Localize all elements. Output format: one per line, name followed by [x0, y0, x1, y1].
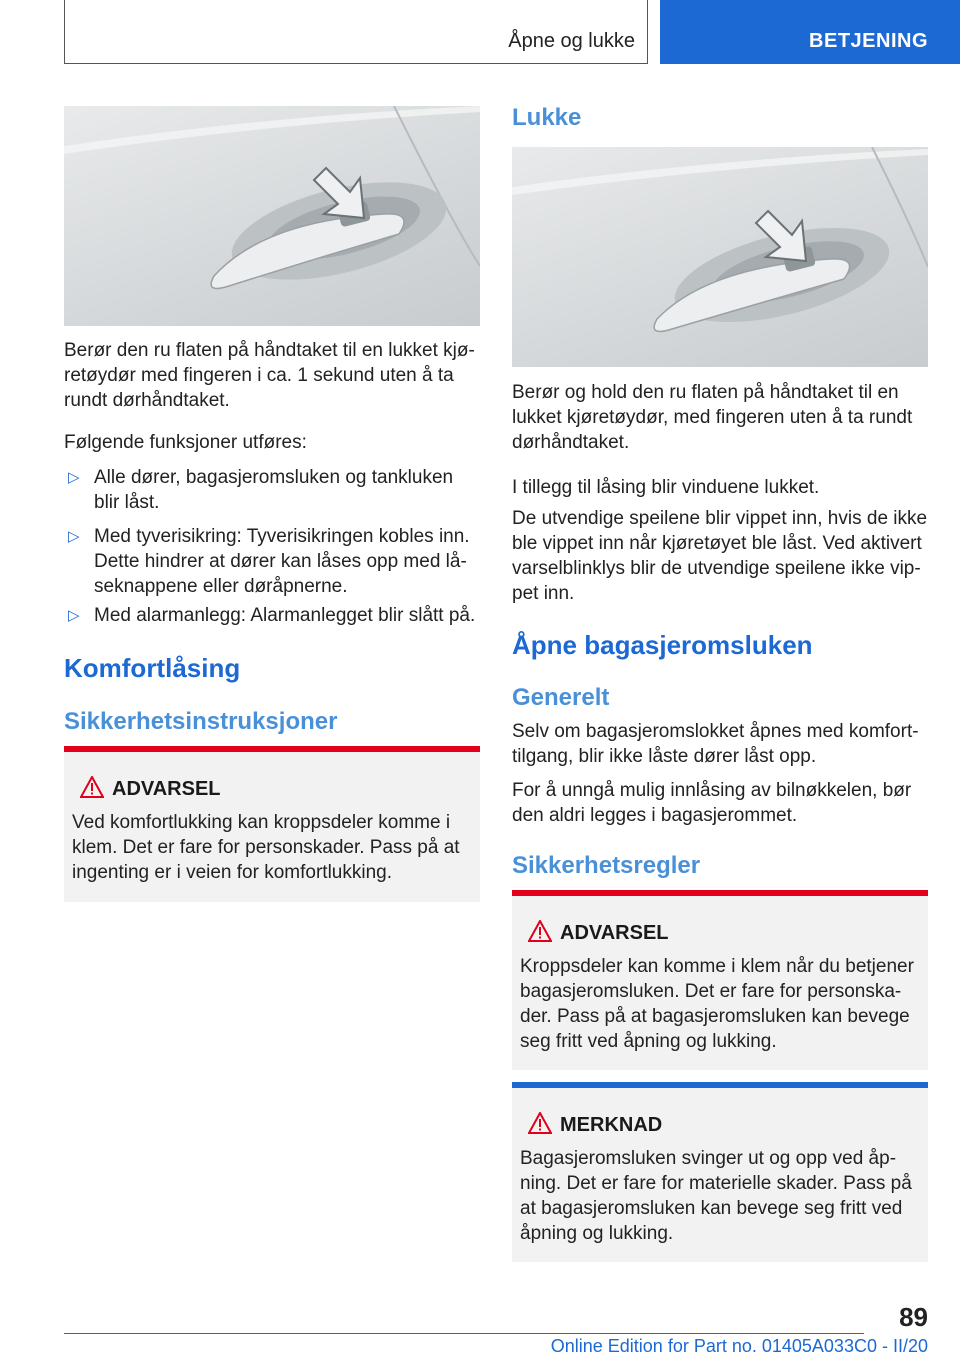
general-text-2: For å unngå mulig innlåsing av bilnøkkelen, bør den aldri legges i bagasjerommet.	[512, 780, 912, 826]
heading-komfortlasing: Komfortlåsing	[64, 653, 241, 683]
functions-intro: Følgende funksjoner utføres:	[64, 432, 307, 453]
warning-triangle-icon	[528, 920, 552, 947]
heading-lukke: Lukke	[512, 104, 582, 131]
warning-triangle-icon	[80, 776, 104, 803]
header-chapter-tab: BETJENING	[660, 0, 960, 64]
hold-caption: Berør og hold den ru flaten på håndtaket til en lukket kjøretøydør, med fingeren uten å ta rundt dørhåndtaket.	[512, 382, 913, 453]
notice-triangle-icon	[528, 1112, 552, 1139]
heading-general: Generelt	[512, 684, 610, 711]
heading-open-trunk: Åpne bagasjeromsluken	[512, 630, 813, 660]
footer-divider	[64, 1333, 864, 1334]
footer-edition: Online Edition for Part no. 01405A033C0 - II/20	[550, 1336, 928, 1356]
notice-text: Bagasjeromsluken svinger ut og opp ved åpning. Det er fare for materielle skader. Pass på at bagasjeromsluken kan bevege seg fritt ved åpning og lukking.	[520, 1148, 912, 1244]
header-section-title: Åpne og lukke	[508, 30, 635, 52]
bullet-triangle-icon: ▷	[68, 607, 80, 624]
bullet-triangle-icon: ▷	[68, 528, 80, 545]
warning-title: ADVARSEL	[560, 922, 669, 944]
general-text-1: Selv om bagasjeromslokket åpnes med komforttilgang, blir ikke låste dører låst opp.	[512, 721, 919, 767]
warning-text: Ved komfortlukking kan kroppsdeler komme i klem. Det er fare for personskader. Pass på at ingenting er i veien for komfortlukking.	[72, 812, 460, 883]
warning-text: Kroppsdeler kan komme i klem når du betjener bagasjeromsluken. Det er fare for personskader. Pass på at bagasjeromsluken kan bevege seg fritt ved åpning og lukking.	[520, 956, 914, 1052]
notice-box	[512, 1082, 928, 1262]
door-handle-illustration-hold	[512, 147, 928, 367]
notice-title: MERKNAD	[560, 1114, 663, 1136]
bullet-triangle-icon: ▷	[68, 469, 80, 486]
header-section-box	[64, 0, 648, 64]
heading-safety-instructions: Sikkerhetsinstruksjoner	[64, 708, 338, 735]
warning-title: ADVARSEL	[112, 778, 221, 800]
door-handle-illustration-touch	[64, 106, 480, 326]
page-number: 89	[899, 1302, 928, 1332]
windows-text: I tillegg til låsing blir vinduene lukket.	[512, 477, 820, 498]
warning-box	[64, 746, 480, 902]
touch-caption: Berør den ru flaten på håndtaket til en lukket kjøretøydør med fingeren i ca. 1 sekund uten å ta rundt dørhåndtaket.	[64, 340, 475, 411]
mirrors-text: De utvendige speilene blir vippet inn, hvis de ikke ble vippet inn når kjøretøyet ble låst. Ved aktivert varselblinklys blir de utvendige speilene ikke vippet inn.	[512, 508, 928, 604]
warning-box	[512, 890, 928, 1070]
heading-safety-rules: Sikkerhetsregler	[512, 852, 701, 879]
